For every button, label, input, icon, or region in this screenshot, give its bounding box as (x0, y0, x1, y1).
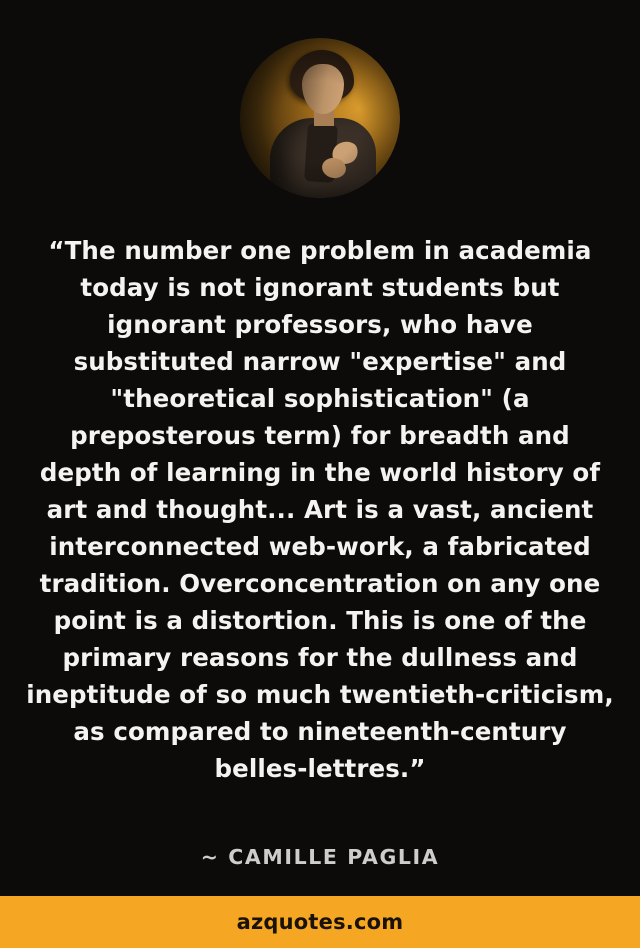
avatar (240, 38, 400, 198)
quote-text: “The number one problem in academia today is not ignorant students but ignorant professors, who have substituted narrow "expertise" and "theoretical sophistication" (a preposterous term) for breadth and depth of learning in the world history of art and thought... Art is a vast, ancient interconnected web-work, a fabricated tradition. Overconcentration on any one point is a distortion. This is one of the primary reasons for the dullness and ineptitude of so much twentieth-criticism, as compared to nineteenth-century belles-lettres.” (26, 236, 614, 783)
footer-bar (0, 896, 640, 948)
site-watermark: azquotes.com (236, 910, 404, 934)
quote-author: ~ CAMILLE PAGLIA (200, 845, 440, 869)
portrait-image (240, 38, 400, 198)
portrait-vignette (240, 38, 400, 198)
